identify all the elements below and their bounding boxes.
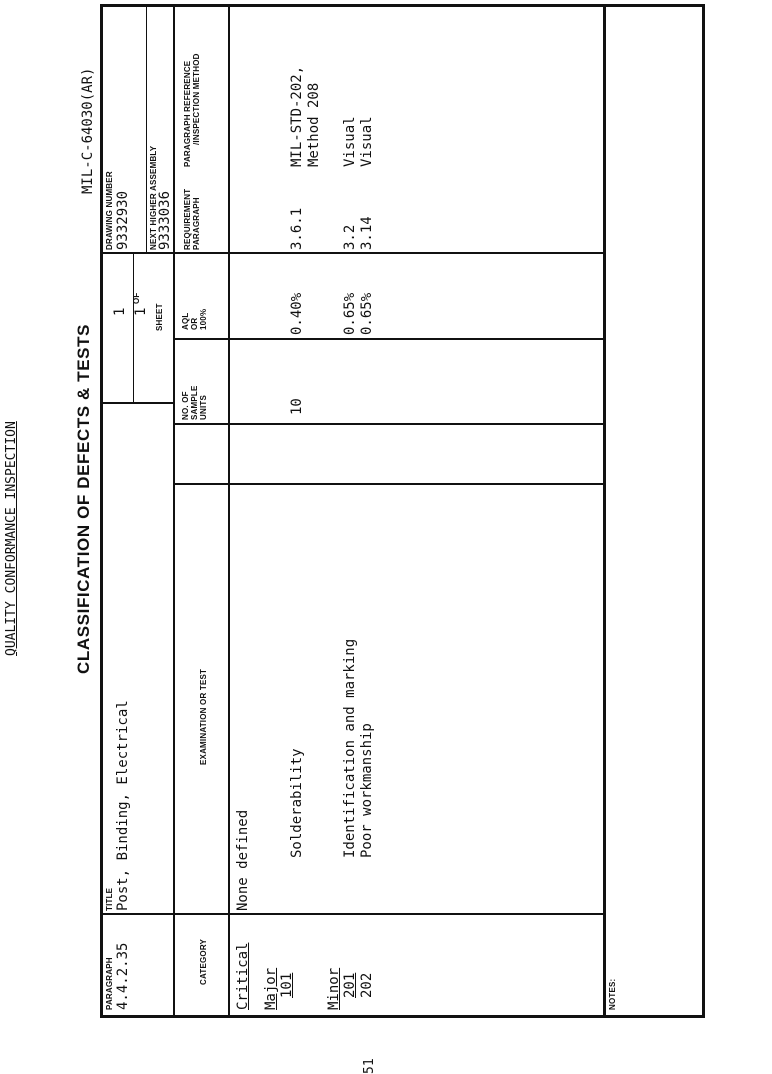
col-sample-units-3: UNITS bbox=[199, 395, 208, 420]
rule-col-requirement bbox=[173, 253, 603, 255]
examination-item: Identification and marking bbox=[342, 638, 358, 858]
examination-item: Poor workmanship bbox=[359, 723, 375, 858]
rule-header-sheet bbox=[103, 253, 173, 255]
method-value: Visual bbox=[342, 116, 358, 167]
document-title: CLASSIFICATION OF DEFECTS & TESTS bbox=[74, 323, 93, 674]
requirement-value: 3.2 bbox=[342, 224, 358, 250]
defect-code: 202 bbox=[359, 972, 375, 998]
examination-none-defined: None defined bbox=[235, 809, 251, 911]
rule-col-sample bbox=[173, 424, 603, 426]
col-aql-1: AQL bbox=[181, 312, 190, 330]
category-minor: Minor bbox=[326, 967, 342, 1010]
of-value: 1 bbox=[133, 307, 149, 316]
rule-colhead-bottom bbox=[228, 7, 230, 1015]
rule-header-paragraph bbox=[103, 914, 173, 916]
rule-table-bottom bbox=[603, 7, 606, 1015]
rule-sheet-bottom bbox=[133, 254, 134, 404]
aql-value: 0.65% bbox=[359, 292, 375, 335]
category-critical: Critical bbox=[235, 942, 251, 1010]
notes-label: NOTES: bbox=[608, 978, 617, 1010]
col-sample-units-1: NO. OF bbox=[181, 391, 190, 420]
next-higher-assembly-label: NEXT HIGHER ASSEMBLY bbox=[149, 145, 158, 250]
rule-col-category bbox=[173, 914, 603, 916]
col-examination: EXAMINATION OR TEST bbox=[199, 668, 208, 765]
col-sample-units-2: SAMPLE bbox=[190, 385, 199, 420]
of-label: OF bbox=[132, 292, 141, 304]
col-method-1: PARAGRAPH REFERENCE bbox=[183, 60, 192, 167]
section-heading: QUALITY CONFORMANCE INSPECTION bbox=[4, 421, 19, 656]
method-value-line2: Method 208 bbox=[306, 82, 322, 167]
inspection-form bbox=[100, 4, 705, 1018]
requirement-value: 3.6.1 bbox=[289, 207, 305, 250]
category-major: Major bbox=[263, 967, 279, 1010]
drawing-number-label: DRAWING NUMBER bbox=[105, 171, 114, 250]
drawing-number-value: 9332930 bbox=[115, 190, 131, 250]
rule-drawing-bottom bbox=[146, 7, 147, 254]
requirement-value: 3.14 bbox=[359, 216, 375, 250]
sheet-label: SHEET bbox=[155, 303, 164, 331]
col-aql-3: 100% bbox=[199, 308, 208, 330]
page-number: 51 bbox=[362, 1058, 377, 1074]
rule-col-examination bbox=[173, 484, 603, 486]
defect-code: 201 bbox=[342, 972, 358, 998]
aql-value: 0.40% bbox=[289, 292, 305, 335]
col-category: CATEGORY bbox=[199, 938, 208, 985]
spec-number: MIL-C-64030(AR) bbox=[80, 67, 96, 194]
sheet-value: 1 bbox=[112, 307, 128, 316]
sample-units-value: 10 bbox=[289, 398, 305, 415]
col-requirement-1: REQUIREMENT bbox=[183, 188, 192, 250]
paragraph-value: 4.4.2.35 bbox=[115, 942, 131, 1010]
method-value: Visual bbox=[359, 116, 375, 167]
rule-header-bottom bbox=[173, 7, 175, 1015]
col-requirement-2: PARAGRAPH bbox=[192, 197, 201, 250]
col-aql-2: OR bbox=[190, 317, 199, 330]
paragraph-label: PARAGRAPH bbox=[105, 957, 114, 1010]
next-higher-assembly-value: 9333036 bbox=[157, 190, 173, 250]
rule-header-title bbox=[103, 403, 173, 405]
defect-code: 101 bbox=[279, 972, 295, 998]
title-value: Post, Binding, Electrical bbox=[115, 700, 131, 911]
title-label: TITLE bbox=[105, 887, 114, 911]
col-method-2: /INSPECTION METHOD bbox=[192, 53, 201, 145]
rule-col-aql bbox=[173, 339, 603, 341]
examination-item: Solderability bbox=[289, 748, 305, 858]
method-value: MIL-STD-202, bbox=[289, 65, 305, 167]
aql-value: 0.65% bbox=[342, 292, 358, 335]
